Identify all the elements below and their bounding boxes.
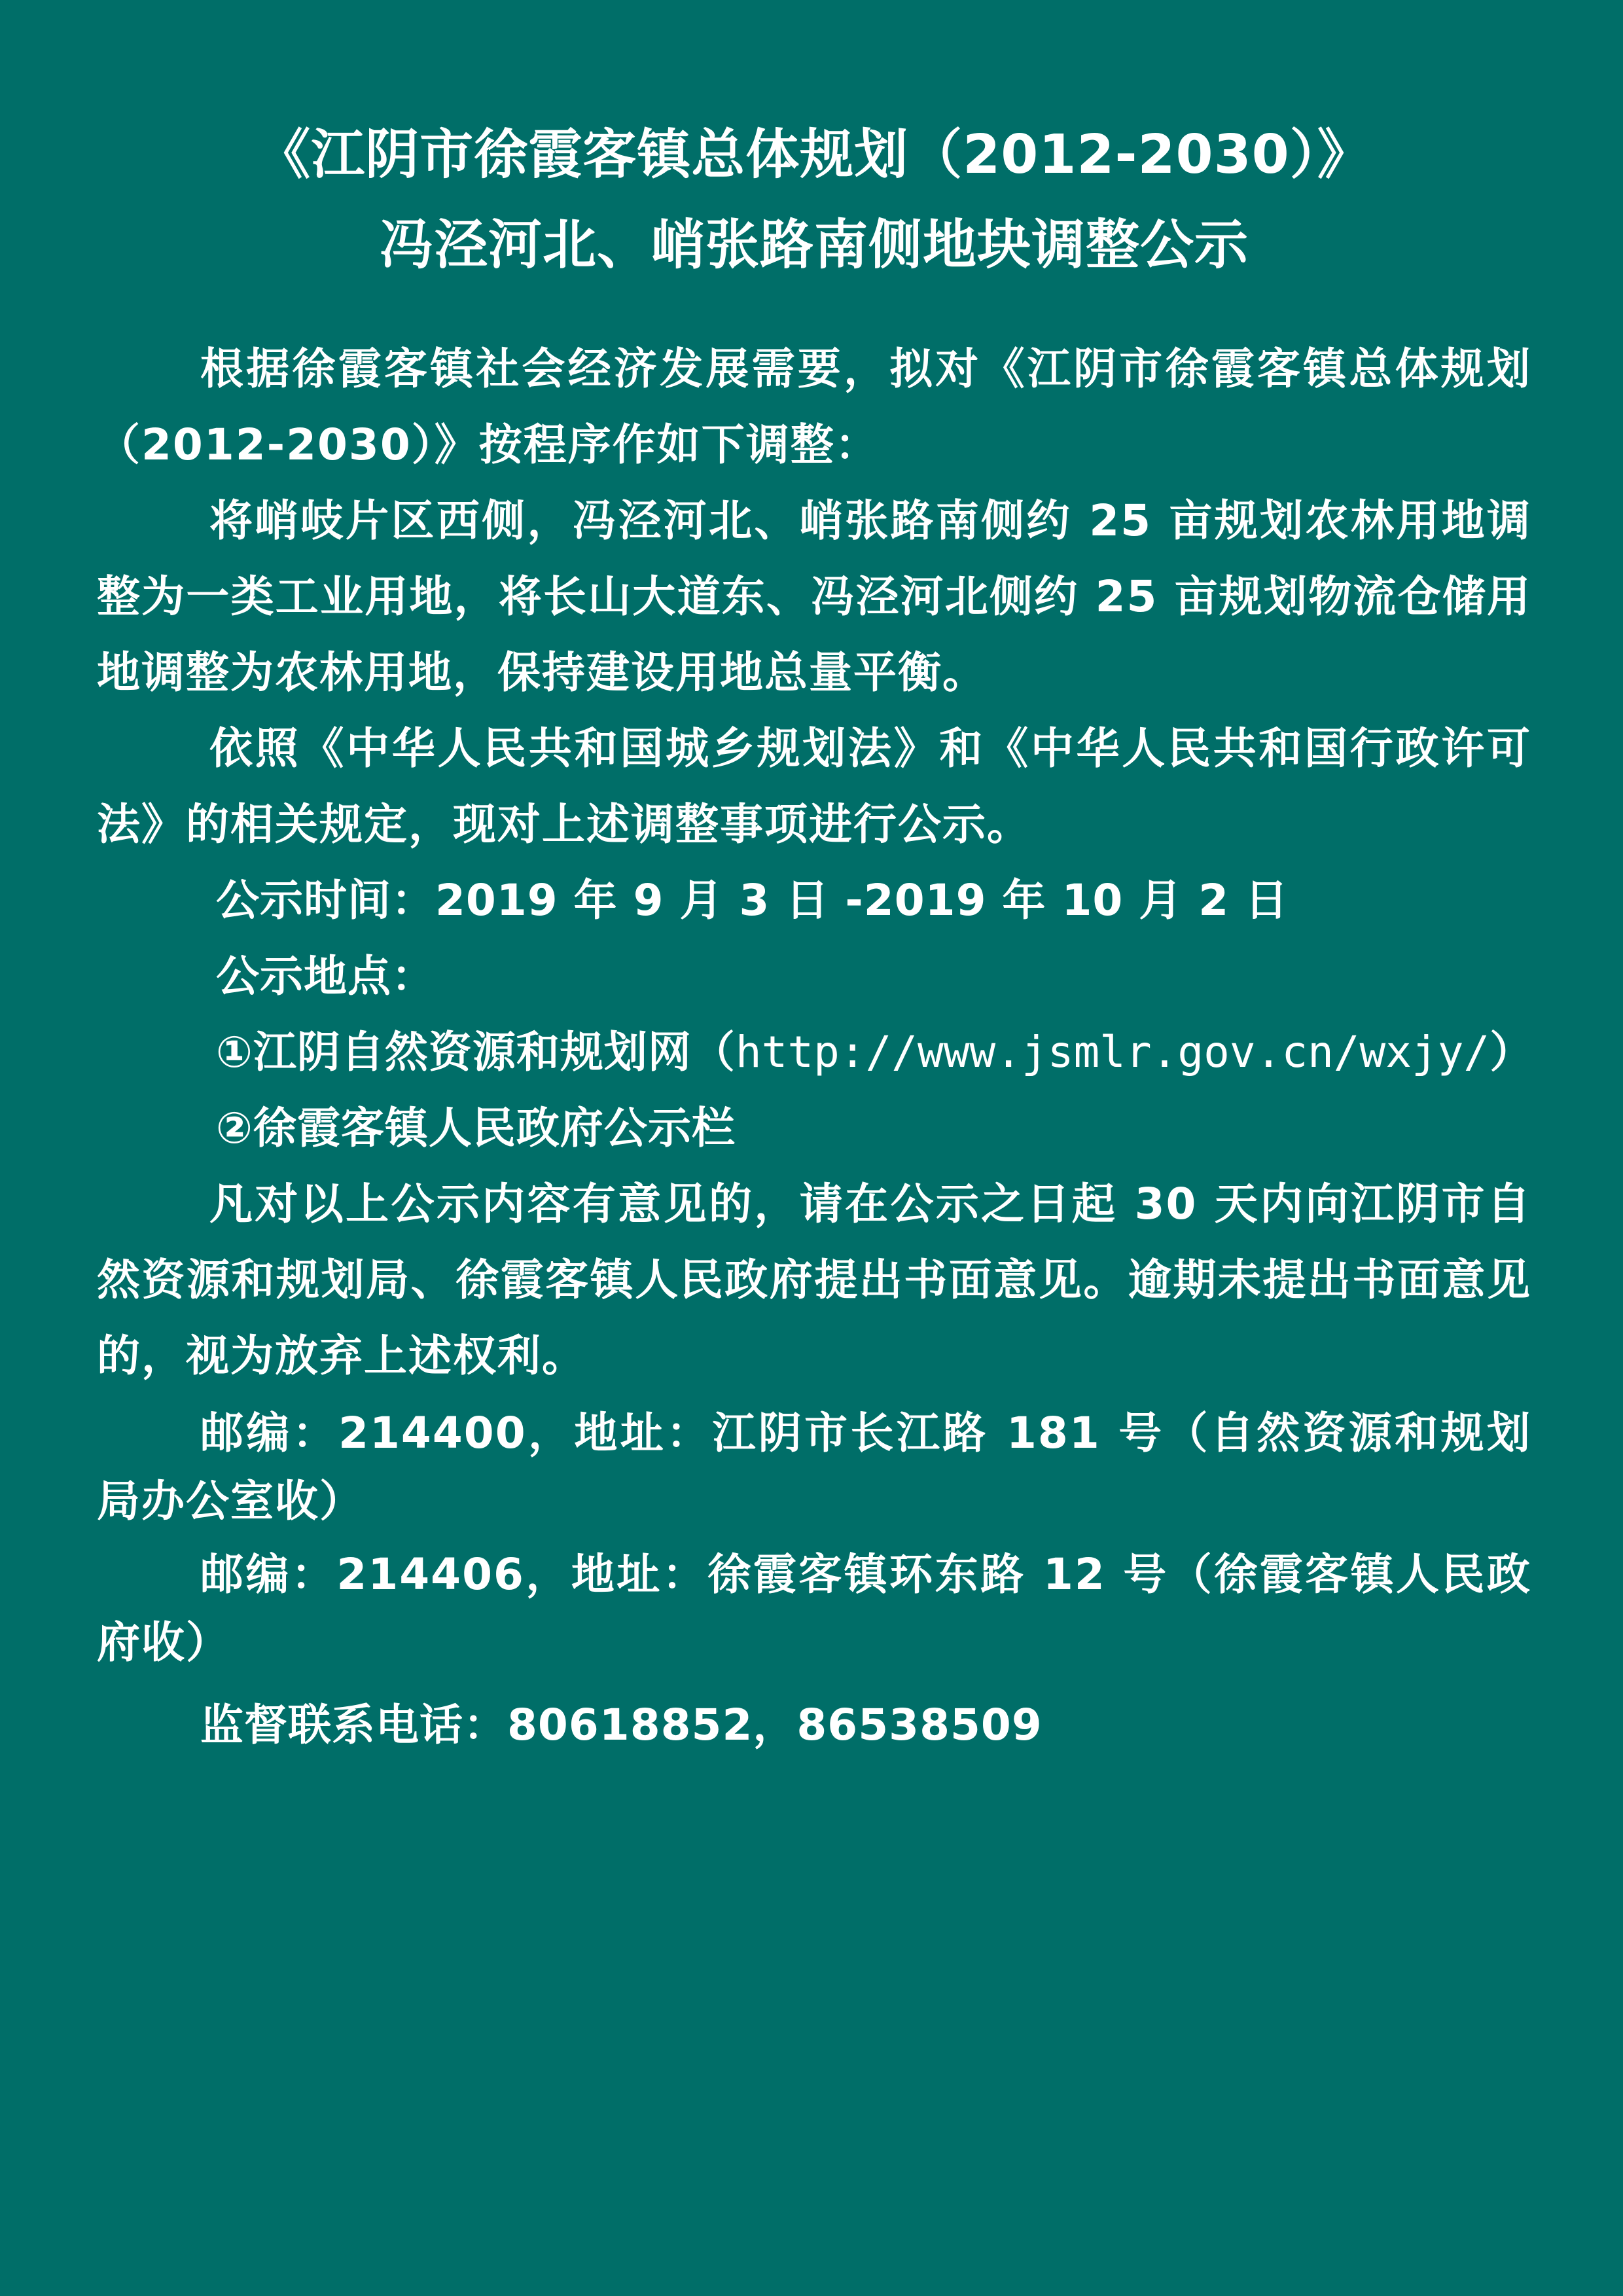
- address-bureau: 邮编：214400，地址：江阴市长江路 181 号（自然资源和规划局办公室收）: [97, 1408, 1531, 1526]
- objection-paragraph: 凡对以上公示内容有意见的，请在公示之日起 30 天内向江阴市自然资源和规划局、徐霞客镇人民政府提出书面意见。逾期未提出书面意见的，视为放弃上述权利。: [97, 1179, 1531, 1381]
- notice-body: [97, 331, 1534, 1763]
- website-link[interactable]: http://www.jsmlr.gov.cn/wxjy/: [735, 1027, 1490, 1077]
- website-close: ）: [1489, 1027, 1534, 1077]
- adjustment-paragraph: 将峭岐片区西侧，冯泾河北、峭张路南侧约 25 亩规划农林用地调整为一类工业用地，将长山大道东、冯泾河北侧约 25 亩规划物流仓储用地调整为农林用地，保持建设用地总量平衡。: [97, 495, 1531, 698]
- publicity-location-board: ②徐霞客镇人民政府公示栏: [216, 1103, 736, 1153]
- website-label: ①江阴自然资源和规划网（: [216, 1027, 736, 1077]
- intro-paragraph: 根据徐霞客镇社会经济发展需要，拟对《江阴市徐霞客镇总体规划（2012-2030）》按程序作如下调整：: [97, 344, 1531, 470]
- title-line-2: 冯泾河北、峭张路南侧地块调整公示: [379, 214, 1249, 276]
- legal-basis-paragraph: 依照《中华人民共和国城乡规划法》和《中华人民共和国行政许可法》的相关规定，现对上述调整事项进行公示。: [97, 723, 1531, 850]
- supervision-phone: 监督联系电话：80618852，86538509: [200, 1700, 1043, 1750]
- address-town-government: 邮编：214406，地址：徐霞客镇环东路 12 号（徐霞客镇人民政府收）: [97, 1549, 1531, 1668]
- notice-title: [97, 110, 1531, 291]
- publicity-location-label: 公示地点：: [216, 951, 435, 1001]
- title-line-1: 《江阴市徐霞客镇总体规划（2012-2030）》: [257, 124, 1372, 186]
- publicity-location-website: [97, 1014, 1534, 1090]
- publicity-period: 公示时间：2019 年 9 月 3 日 -2019 年 10 月 2 日: [216, 875, 1289, 925]
